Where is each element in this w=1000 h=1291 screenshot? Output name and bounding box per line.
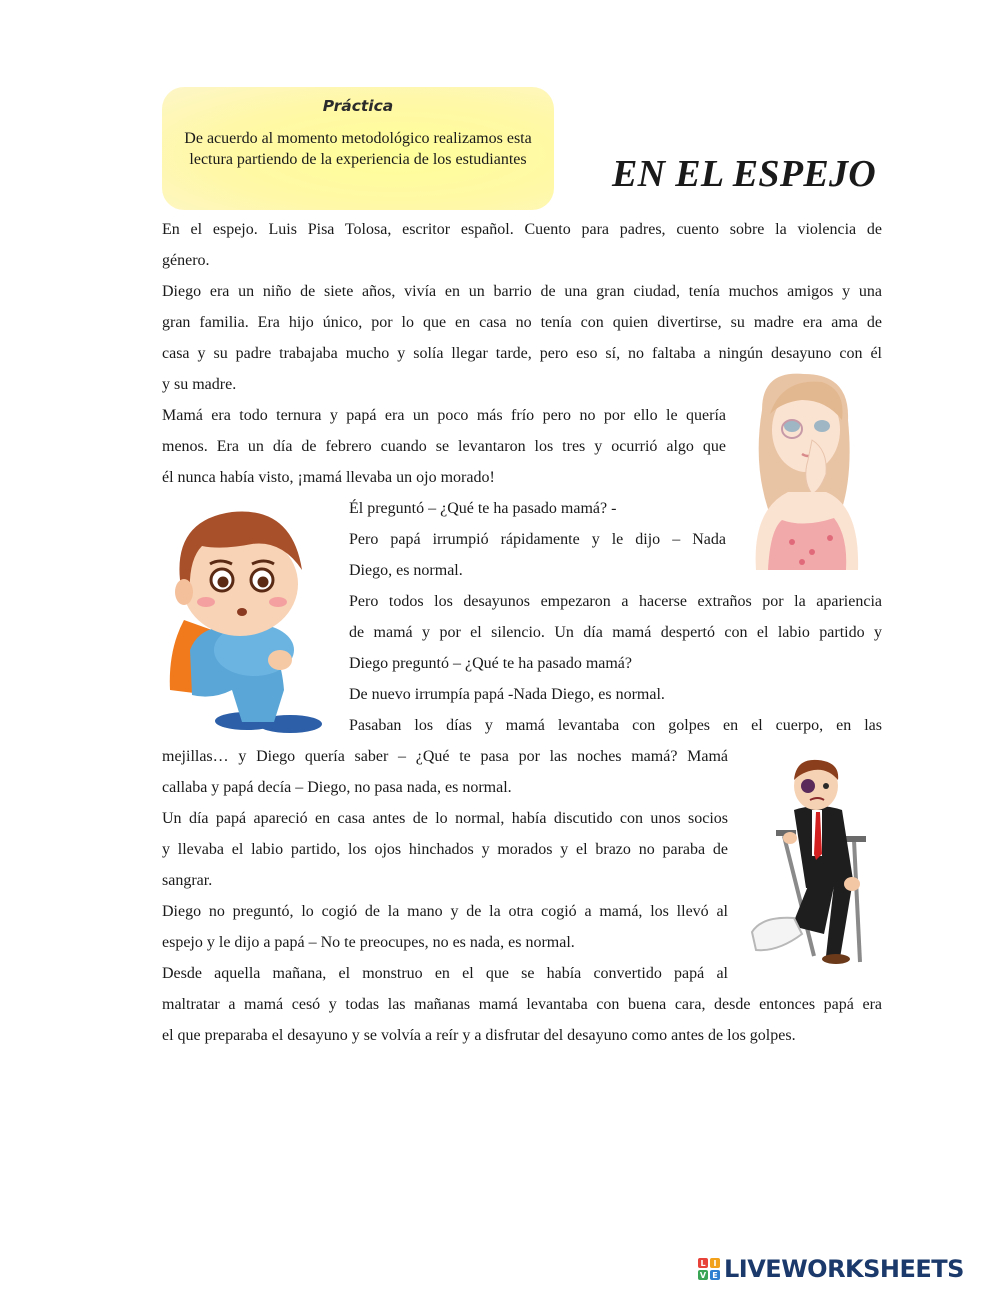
story-line: Diego era un niño de siete años, vivía en un barrio de una gran ciudad, tenía muchos amigos y una [162, 283, 882, 300]
sad-boy-illustration [162, 500, 324, 736]
injured-man-illustration [742, 756, 882, 966]
practice-text: De acuerdo al momento metodológico realizamos esta lectura partiendo de la experiencia de los estudiantes [184, 130, 532, 168]
story-line: menos. Era un día de febrero cuando se levantaron los tres y ocurrió algo que [162, 438, 726, 455]
story-line: Él preguntó – ¿Qué te ha pasado mamá? - [349, 500, 617, 517]
story-line: maltratar a mamá cesó y todas las mañanas mamá levantaba con buena cara, desde entonces papá era [162, 996, 882, 1013]
story-line: De nuevo irrumpía papá -Nada Diego, es normal. [349, 686, 665, 703]
story-line: Pero papá irrumpió rápidamente y le dijo – Nada [349, 531, 726, 548]
story-line: género. [162, 252, 210, 269]
liveworksheets-logo[interactable] [698, 1255, 964, 1283]
logo-grid-icon: L I V E [698, 1258, 720, 1280]
story-line: y llevaba el labio partido, los ojos hinchados y morados y el brazo no paraba de [162, 841, 728, 858]
story-line: Diego preguntó – ¿Qué te ha pasado mamá? [349, 655, 633, 672]
practice-box [162, 87, 554, 210]
practice-title: Práctica [322, 97, 394, 115]
story-line: mejillas… y Diego quería saber – ¿Qué te pasa por las noches mamá? Mamá [162, 748, 728, 765]
page-title: EN EL ESPEJO [612, 153, 877, 195]
story-line: En el espejo. Luis Pisa Tolosa, escritor español. Cuento para padres, cuento sobre la violencia de [162, 221, 882, 238]
bruised-woman-illustration [742, 370, 866, 570]
story-line: gran familia. Era hijo único, por lo que en casa no tenía con quien divertirse, su madre era ama de [162, 314, 882, 331]
story-line: sangrar. [162, 872, 213, 889]
story-line: Pero todos los desayunos empezaron a hacerse extraños por la apariencia [349, 593, 882, 610]
story-line: casa y su padre trabajaba mucho y solía llegar tarde, pero eso sí, no faltaba a ningún desayuno con él [162, 345, 882, 362]
story-line: callaba y papá decía – Diego, no pasa nada, es normal. [162, 779, 512, 796]
story-line: de mamá y por el silencio. Un día mamá despertó con el labio partido y [349, 624, 882, 641]
brand-name: LIVEWORKSHEETS [724, 1255, 964, 1283]
story-line: espejo y le dijo a papá – No te preocupes, no es nada, es normal. [162, 934, 575, 951]
story-line: Desde aquella mañana, el monstruo en el que se había convertido papá al [162, 965, 728, 982]
story-line: y su madre. [162, 376, 237, 393]
story-line: Mamá era todo ternura y papá era un poco más frío pero no por ello le quería [162, 407, 726, 424]
story-line: Un día papá apareció en casa antes de lo normal, había discutido con unos socios [162, 810, 728, 827]
story-line: Diego no preguntó, lo cogió de la mano y de la otra cogió a mamá, los llevó al [162, 903, 728, 920]
story-line: el que preparaba el desayuno y se volvía a reír y a disfrutar del desayuno como antes de los golpes. [162, 1027, 796, 1044]
story-line: Pasaban los días y mamá levantaba con golpes en el cuerpo, en las [349, 717, 882, 734]
story-line: Diego, es normal. [349, 562, 463, 579]
story-line: él nunca había visto, ¡mamá llevaba un ojo morado! [162, 469, 495, 486]
